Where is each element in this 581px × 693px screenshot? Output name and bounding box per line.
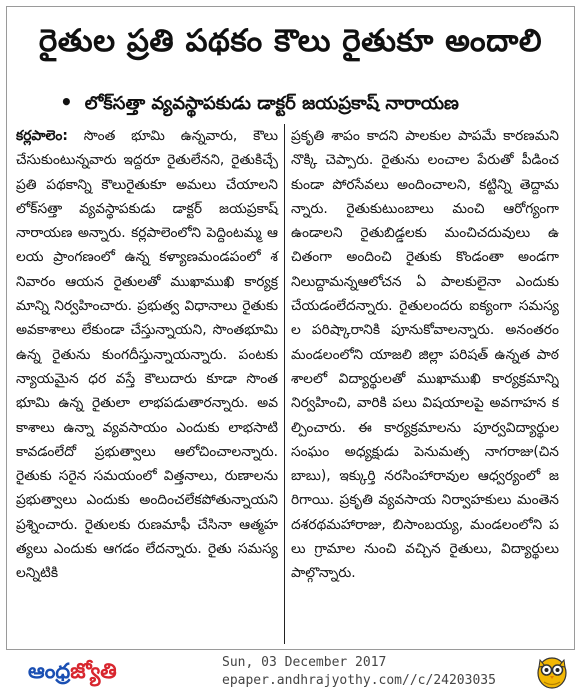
article-column-left: [16, 124, 284, 644]
andhrajyothy-logo[interactable]: [28, 658, 117, 689]
edition-url[interactable]: epaper.andhrajyothy.com//c/24203035: [222, 673, 496, 688]
right-column-text: ప్రకృతి శాపం కాదని పాలకుల పాపమే కారణమని నొక్కి చెప్పారు. రైతును లంచాల పేరుతో పీడించకుండా పోరసేవలు అందించాలని, కట్టిన్ని తెద్దామన్నారు. రైతుకుటుంబాలు మంచి ఆరోగ్యంగా ఉండాలని రైతుబిడ్డలకు మంచిచదువులు ఉచితంగా అందించి రైతుకు కొండంతా అండగా నిలుద్దామన్నఆలోచన ఏ పాలకులైనా ఎందుకు చేయడంలేదన్నారు. రైతులందరు ఐక్యంగా సమస్యల పరిష్కారానికి పూనుకోవాలన్నారు. అనంతరం మండలంలోని యాజలి జిల్లా పరిషత్ ఉన్నత పాఠశాలలో విద్యార్థులతో ముఖాముఖి కార్యక్రమాన్ని నిర్వహించి, వారికి పలు విషయాలపై అవగాహన కల్పించారు. ఈ కార్యక్రమాలను పూర్వవిద్యార్థుల సంఘం అధ్యక్షుడు పెనుమత్స నాగరాజు(చినబాబు), ఇక్కుర్తి నరసింహారావుల ఆధ్వర్యంలో జరిగాయి. ప్రకృతి వ్యవసాయ నిర్వాహకులు మంతెన దశరథమహారాజు, బిసాంబయ్య, మండలంలోని పలు గ్రామాల నుంచి వచ్చిన రైతులు, విద్యార్థులు పాల్గొన్నారు.: [291, 128, 559, 582]
owl-icon[interactable]: [533, 652, 571, 690]
subheadline: [60, 86, 561, 118]
headline: రైతుల ప్రతి పథకం కౌలు రైతుకూ అందాలి: [38, 23, 543, 59]
edition-date: Sun, 03 December 2017: [222, 655, 387, 670]
footer: [0, 650, 581, 693]
article-body: [16, 124, 559, 644]
article-column-right: [284, 124, 559, 644]
left-column-text: సొంత భూమి ఉన్నవారు, కౌలు చేసుకుంటున్నవారు ఇద్దరూ రైతులేనని, రైతుకిచ్చే ప్రతి పథకాన్ని కౌలురైతుకూ అమలు చేయాలని లోక్‌సత్తా వ్యవస్థాపకుడు డాక్టర్ జయప్రకాష్ నారాయణ అన్నారు. కర్లపాలెంలోని పెద్దింటమ్మ ఆలయ ప్రాంగణంలో ఉన్న కళ్యాణమండపంలో శనివారం ఆయన రైతులతో ముఖాముఖి కార్యక్రమాన్ని నిర్వహించారు. ప్రభుత్వ విధానాలు రైతుకు అవకాశాలు లేకుండా చేస్తున్నాయని, సొంతభూమి ఉన్న రైతును కుంగదీస్తున్నాయన్నారు. పంటకు న్యాయమైన ధర వస్తే కౌలుదారు కూడా సొంతభూమి ఉన్న రైతులా లాభపడుతారన్నారు. అవకాశాలు ఉన్నా వ్యవసాయం ఎందుకు లాభసాటి కావడంలేదో ప్రభుత్వాలు ఆలోచించాలన్నారు. రైతుకు సరైన సమయంలో విత్తనాలు, రుణాలను ప్రభుత్వాలు ఎందుకు అందించలేకపోతున్నాయని ప్రశ్నించారు. రైతులకు రుణమాఫీ చేసినా ఆత్మహత్యలు ఎందుకు ఆగడం లేదన్నారు. రైతు సమస్యలన్నిటికి: [16, 128, 278, 582]
bullet-icon: •: [60, 90, 73, 114]
subheadline-text: లోక్‌సత్తా వ్యవస్థాపకుడు డాక్టర్ జయప్రకాష్ నారాయణ: [84, 93, 459, 114]
edition-meta: [222, 654, 496, 690]
logo-accent: జ్యోతి: [70, 658, 117, 683]
logo-main: ఆంధ్ర: [28, 658, 71, 683]
dateline: కర్లపాలెం:: [16, 128, 68, 144]
